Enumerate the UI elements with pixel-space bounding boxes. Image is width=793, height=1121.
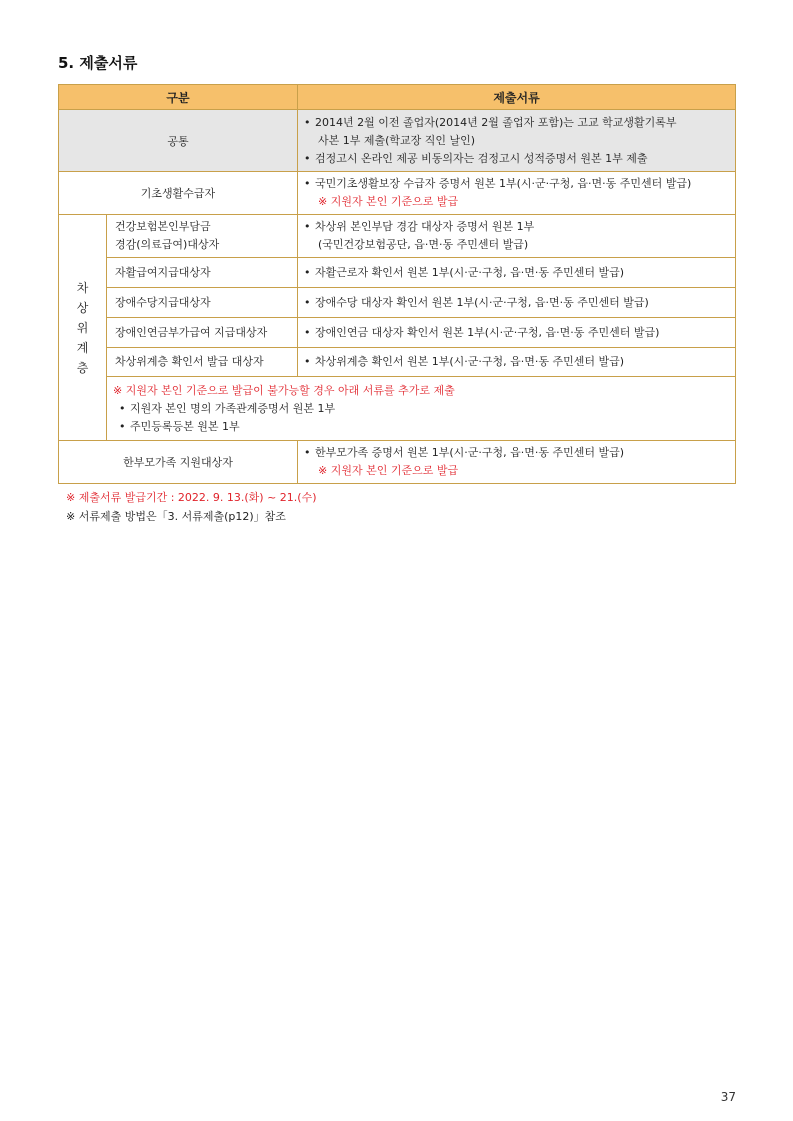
near-poverty-health-label: 건강보험본인부담금 경감(의료급여)대상자 — [107, 215, 298, 258]
near-poverty-self-support-content: • 자활근로자 확인서 원본 1부(시·군·구청, 읍·면·동 주민센터 발급) — [298, 258, 736, 288]
row-near-poverty-4 — [59, 318, 736, 348]
basic-livelihood-note: ※ 지원자 본인 기준으로 발급 — [318, 195, 459, 208]
footnote-submission-method: ※ 서류제출 방법은「3. 서류제출(p12)」참조 — [66, 510, 286, 523]
basic-livelihood-item: 국민기초생활보장 수급자 증명서 원본 1부(시·군·구청, 읍·면·동 주민센터 발급) — [315, 177, 692, 190]
basic-livelihood-label: 기초생활수급자 — [59, 172, 298, 215]
near-poverty-disability-pension-label: 장애인연금부가급여 지급대상자 — [107, 318, 298, 348]
row-single-parent — [59, 441, 736, 484]
near-poverty-disability-pension-content: • 장애인연금 대상자 확인서 원본 1부(시·군·구청, 읍·면·동 주민센터 발급) — [298, 318, 736, 348]
common-item-2: 검정고시 온라인 제공 비동의자는 검정고시 성적증명서 원본 1부 제출 — [315, 151, 648, 165]
common-label: 공통 — [59, 110, 298, 172]
row-common — [59, 110, 736, 172]
documents-table — [58, 84, 736, 484]
header-category: 구분 — [59, 85, 298, 110]
common-item-1-line-2: 사본 1부 제출(학교장 직인 날인) — [318, 133, 476, 147]
single-parent-item: 한부모가족 증명서 원본 1부(시·군·구청, 읍·면·동 주민센터 발급) — [315, 446, 625, 459]
near-poverty-certificate-label: 차상위계층 확인서 발급 대상자 — [107, 348, 298, 377]
near-poverty-health-content: • 차상위 본인부담 경감 대상자 증명서 원본 1부 (국민건강보험공단, 읍·면·동 주민센터 발급) — [298, 215, 736, 258]
footnote-issue-period: ※ 제출서류 발급기간 : 2022. 9. 13.(화) ~ 21.(수) — [66, 491, 317, 504]
near-poverty-certificate-content: • 차상위계층 확인서 원본 1부(시·군·구청, 읍·면·동 주민센터 발급) — [298, 348, 736, 377]
row-near-poverty-1 — [59, 215, 736, 258]
table-header-row — [59, 85, 736, 110]
common-content: • 2014년 2월 이전 졸업자(2014년 2월 졸업자 포함)는 고교 학교생활기록부 사본 1부 제출(학교장 직인 날인) • 검정고시 온라인 제공 비동의자는 검정고시 성적증명서 원본 1부 제출 — [298, 110, 736, 172]
near-poverty-disability-allowance-content: • 장애수당 대상자 확인서 원본 1부(시·군·구청, 읍·면·동 주민센터 발급) — [298, 288, 736, 318]
page-number: 37 — [720, 1090, 736, 1104]
row-near-poverty-extra — [59, 377, 736, 441]
single-parent-note: ※ 지원자 본인 기준으로 발급 — [318, 464, 459, 477]
section-heading: 5. 제출서류 — [58, 54, 138, 72]
row-near-poverty-3 — [59, 288, 736, 318]
near-poverty-self-support-label: 자활급여지급대상자 — [107, 258, 298, 288]
row-near-poverty-5 — [59, 348, 736, 377]
near-poverty-disability-allowance-label: 장애수당지급대상자 — [107, 288, 298, 318]
near-poverty-extra-note: ※ 지원자 본인 기준으로 발급이 불가능할 경우 아래 서류를 추가로 제출 • 지원자 본인 명의 가족관계증명서 원본 1부 • 주민등록등본 원본 1부 — [107, 377, 736, 441]
basic-livelihood-content: • 국민기초생활보장 수급자 증명서 원본 1부(시·군·구청, 읍·면·동 주민센터 발급) ※ 지원자 본인 기준으로 발급 — [298, 172, 736, 215]
single-parent-label: 한부모가족 지원대상자 — [59, 441, 298, 484]
header-documents: 제출서류 — [298, 85, 736, 110]
single-parent-content: • 한부모가족 증명서 원본 1부(시·군·구청, 읍·면·동 주민센터 발급) ※ 지원자 본인 기준으로 발급 — [298, 441, 736, 484]
footnotes — [66, 488, 317, 526]
row-near-poverty-2 — [59, 258, 736, 288]
row-basic-livelihood — [59, 172, 736, 215]
near-poverty-label: 차 상 위 계 층 — [59, 215, 107, 441]
common-item-1-line-1: 2014년 2월 이전 졸업자(2014년 2월 졸업자 포함)는 고교 학교생활기록부 — [315, 115, 677, 129]
